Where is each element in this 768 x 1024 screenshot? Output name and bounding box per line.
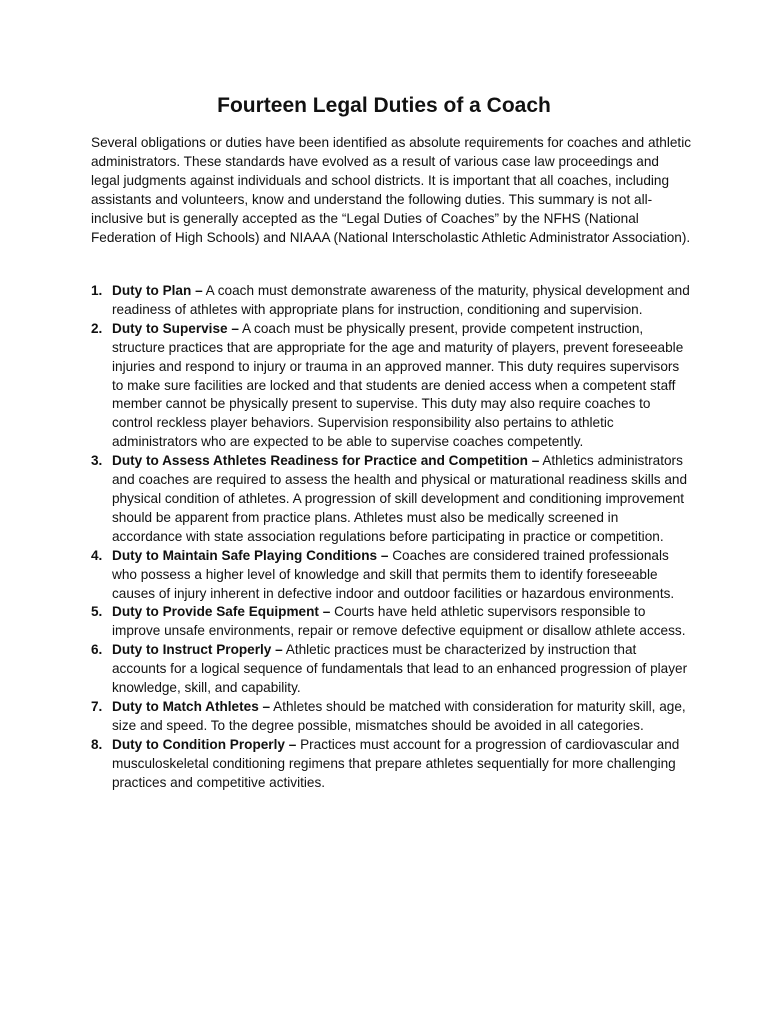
duty-name: Duty to Maintain Safe Playing Conditions – — [112, 547, 389, 563]
duty-number: 3. — [91, 453, 103, 469]
duties-list — [91, 282, 691, 792]
duty-item — [91, 603, 691, 641]
duty-number: 4. — [91, 547, 103, 563]
duty-number: 2. — [91, 320, 103, 336]
duty-name: Duty to Instruct Properly – — [112, 642, 283, 658]
duty-name: Duty to Provide Safe Equipment – — [112, 604, 331, 620]
duty-name: Duty to Match Athletes – — [112, 698, 271, 714]
duty-name: Duty to Condition Properly – — [112, 736, 297, 752]
duty-number: 5. — [91, 604, 103, 620]
duty-text: A coach must demonstrate awareness of the maturity, physical development and readiness of athletes with appropriate plans for instruction, conditioning and supervision. — [112, 283, 690, 317]
duty-number: 7. — [91, 698, 103, 714]
duty-text: Athletic practices must be characterized by instruction that accounts for a logical sequence of fundamentals that lead to an enhanced progression of player knowledge, skill, and capability. — [112, 642, 688, 696]
duty-name: Duty to Plan – — [112, 283, 203, 298]
duty-number: 6. — [91, 642, 103, 658]
duty-text: Courts have held athletic supervisors responsible to improve unsafe environments, repair or remove defective equipment or disallow athlete access. — [112, 604, 686, 639]
duty-item — [91, 736, 691, 793]
duty-text: A coach must be physically present, provide competent instruction, structure practices that are appropriate for the age and maturity of players, prevent foreseeable injuries and respond to injury or trauma in an approved manner. This duty requires supervisors to make sure facilities are locked and that students are denied access when a competent staff member cannot be physically present to supervise. This duty may also require coaches to control reckless player behaviors. Supervision responsibility also pertains to athletic administrators who are expected to be able to supervise coaches competently. — [112, 320, 684, 450]
document-title: Fourteen Legal Duties of a Coach — [217, 94, 551, 117]
duty-text: Practices must account for a progression of cardiovascular and musculoskeletal conditioning regimens that prepare athletes sequentially for more challenging practices and competitive activities. — [112, 736, 680, 790]
intro-paragraph: Several obligations or duties have been identified as absolute requirements for coaches and athletic administrators. These standards have evolved as a result of various case law proceedings and legal judgments against individuals and school districts. It is important that all coaches, including assistants and volunteers, know and understand the following duties. This summary is not all-inclusive but is generally accepted as the “Legal Duties of Coaches” by the NFHS (National Federation of High Schools) and NIAAA (National Interscholastic Athletic Administrator Association). — [91, 135, 692, 245]
duty-item — [91, 282, 691, 320]
duty-item — [91, 320, 691, 452]
duty-name: Duty to Supervise – — [112, 320, 239, 336]
duty-item — [91, 452, 691, 547]
duty-text: Athletics administrators and coaches are required to assess the health and physical or maturational readiness skills and physical condition of athletes. A progression of skill development and conditioning improvement should be apparent from practice plans. Athletes must also be medically screened in accordance with state association regulations before participating in practice or competition. — [112, 453, 688, 544]
duty-text: Coaches are considered trained professionals who possess a higher level of knowledge and skill that permits them to identify foreseeable causes of injury inherent in defective indoor and outdoor facilities or hazardous environments. — [112, 547, 675, 601]
duty-number: 1. — [91, 283, 103, 298]
duty-item — [91, 641, 691, 698]
duty-item — [91, 698, 691, 736]
duty-item — [91, 547, 691, 604]
duty-name: Duty to Assess Athletes Readiness for Practice and Competition – — [112, 453, 540, 469]
duty-number: 8. — [91, 736, 103, 752]
duty-text: Athletes should be matched with consideration for maturity skill, age, size and speed. To the degree possible, mismatches should be avoided in all categories. — [112, 698, 686, 733]
